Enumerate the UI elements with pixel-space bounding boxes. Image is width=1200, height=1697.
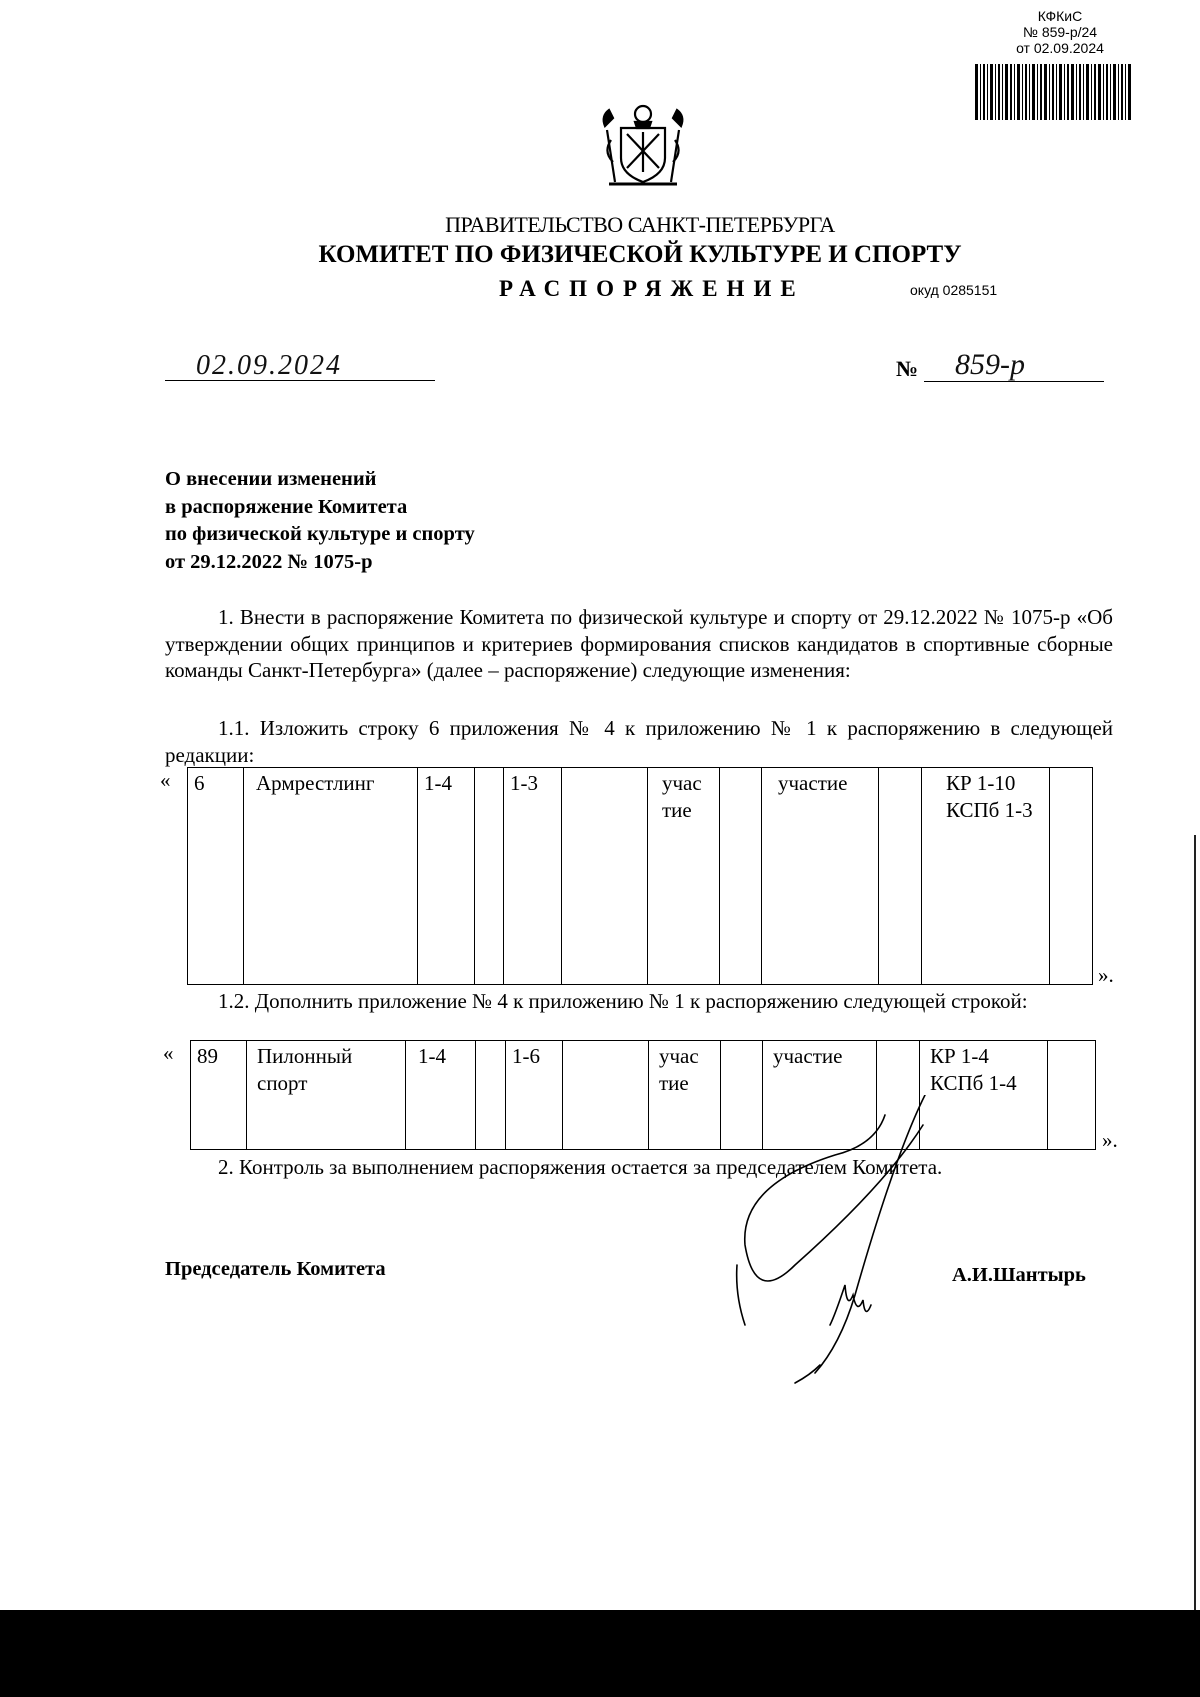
scan-edge-line	[1194, 835, 1196, 1635]
cell-value	[879, 768, 922, 985]
cell-text-line: КР 1-4	[930, 1044, 989, 1068]
paragraph-1-1	[165, 715, 1113, 768]
cell-text-line: КР 1-10	[946, 771, 1016, 795]
okud-code: окуд 0285151	[910, 282, 998, 298]
cell-participation: участие	[762, 768, 879, 985]
quote-close: ».	[1098, 963, 1114, 987]
paragraph-1-1-text: 1.1. Изложить строку 6 приложения № 4 к приложению № 1 к распоряжению в следующей редакции:	[165, 716, 1113, 767]
stamp-reg-number: № 859-р/24	[1022, 24, 1098, 40]
cell-value: 1-4	[406, 1041, 476, 1150]
paragraph-1-2	[165, 988, 1113, 1015]
cell-text-line: учас	[662, 771, 702, 795]
cell-text-line: спорт	[257, 1071, 308, 1095]
cell-participation	[648, 768, 720, 985]
subject-line: по физической культуре и спорту	[165, 523, 475, 545]
number-label: №	[896, 356, 919, 381]
coat-of-arms-icon	[597, 100, 689, 192]
cell-text-line: КСПб 1-3	[946, 798, 1033, 822]
cell-text-line: тие	[659, 1071, 689, 1095]
committee-title: КОМИТЕТ ПО ФИЗИЧЕСКОЙ КУЛЬТУРЕ И СПОРТУ	[318, 241, 962, 268]
registration-stamp	[985, 8, 1135, 56]
subject-line: от 29.12.2022 № 1075-р	[165, 550, 373, 573]
stamp-org: КФКиС	[1037, 8, 1083, 24]
paragraph-1-2-text: 1.2. Дополнить приложение № 4 к приложению № 1 к распоряжению следующей строкой:	[218, 989, 1028, 1013]
government-title: ПРАВИТЕЛЬСТВО САНКТ-ПЕТЕРБУРГА	[445, 212, 835, 237]
table-row-6	[187, 767, 1093, 985]
cell-value: 1-4	[418, 768, 475, 985]
signer-position: Председатель Комитета	[165, 1258, 386, 1280]
paragraph-1	[165, 604, 1113, 684]
cell-ranks	[920, 1041, 1048, 1150]
subject-line: О внесении изменений	[165, 468, 377, 490]
cell-value	[1050, 768, 1093, 985]
document-type: РАСПОРЯЖЕНИЕ	[499, 276, 805, 301]
cell-value: 1-6	[506, 1041, 563, 1150]
quote-open: «	[160, 768, 171, 792]
table-row-89	[190, 1040, 1096, 1150]
cell-value	[476, 1041, 506, 1150]
quote-close: ».	[1102, 1128, 1118, 1152]
cell-value	[563, 1041, 649, 1150]
cell-value	[720, 768, 762, 985]
subject-line: в распоряжение Комитета	[165, 495, 408, 518]
cell-text-line: КСПб 1-4	[930, 1071, 1017, 1095]
cell-participation	[649, 1041, 721, 1150]
cell-value: 1-3	[504, 768, 562, 985]
cell-participation: участие	[763, 1041, 877, 1150]
cell-ranks	[922, 768, 1050, 985]
barcode	[975, 64, 1132, 120]
cell-row-number: 6	[188, 768, 244, 985]
handwritten-number: 859-р	[955, 348, 1025, 381]
scan-bottom-bar	[0, 1610, 1200, 1697]
paragraph-2-text: 2. Контроль за выполнением распоряжения остается за председателем Комитета.	[218, 1155, 943, 1179]
signer-name: А.И.Шантырь	[952, 1264, 1086, 1286]
handwritten-date: 02.09.2024	[196, 350, 342, 381]
stamp-reg-date: от 02.09.2024	[1016, 40, 1104, 56]
cell-value	[562, 768, 648, 985]
cell-value	[1048, 1041, 1096, 1150]
quote-open: «	[163, 1041, 174, 1065]
cell-text-line: учас	[659, 1044, 699, 1068]
cell-sport	[247, 1041, 406, 1150]
paragraph-2	[165, 1154, 1113, 1181]
cell-text-line: тие	[662, 798, 692, 822]
cell-value	[475, 768, 504, 985]
handwritten-signature	[735, 1095, 935, 1385]
cell-text-line: Пилонный	[257, 1044, 353, 1068]
cell-sport: Армрестлинг	[244, 768, 418, 985]
document-subject	[165, 466, 475, 576]
paragraph-1-text: 1. Внести в распоряжение Комитета по физической культуре и спорту от 29.12.2022 № 1075-р «Об утверждении общих принципов и критериев формирования списков кандидатов в спортивные сборные команды Санкт-Петербурга» (далее – распоряжение) следующие изменения:	[165, 605, 1113, 682]
cell-row-number: 89	[191, 1041, 247, 1150]
